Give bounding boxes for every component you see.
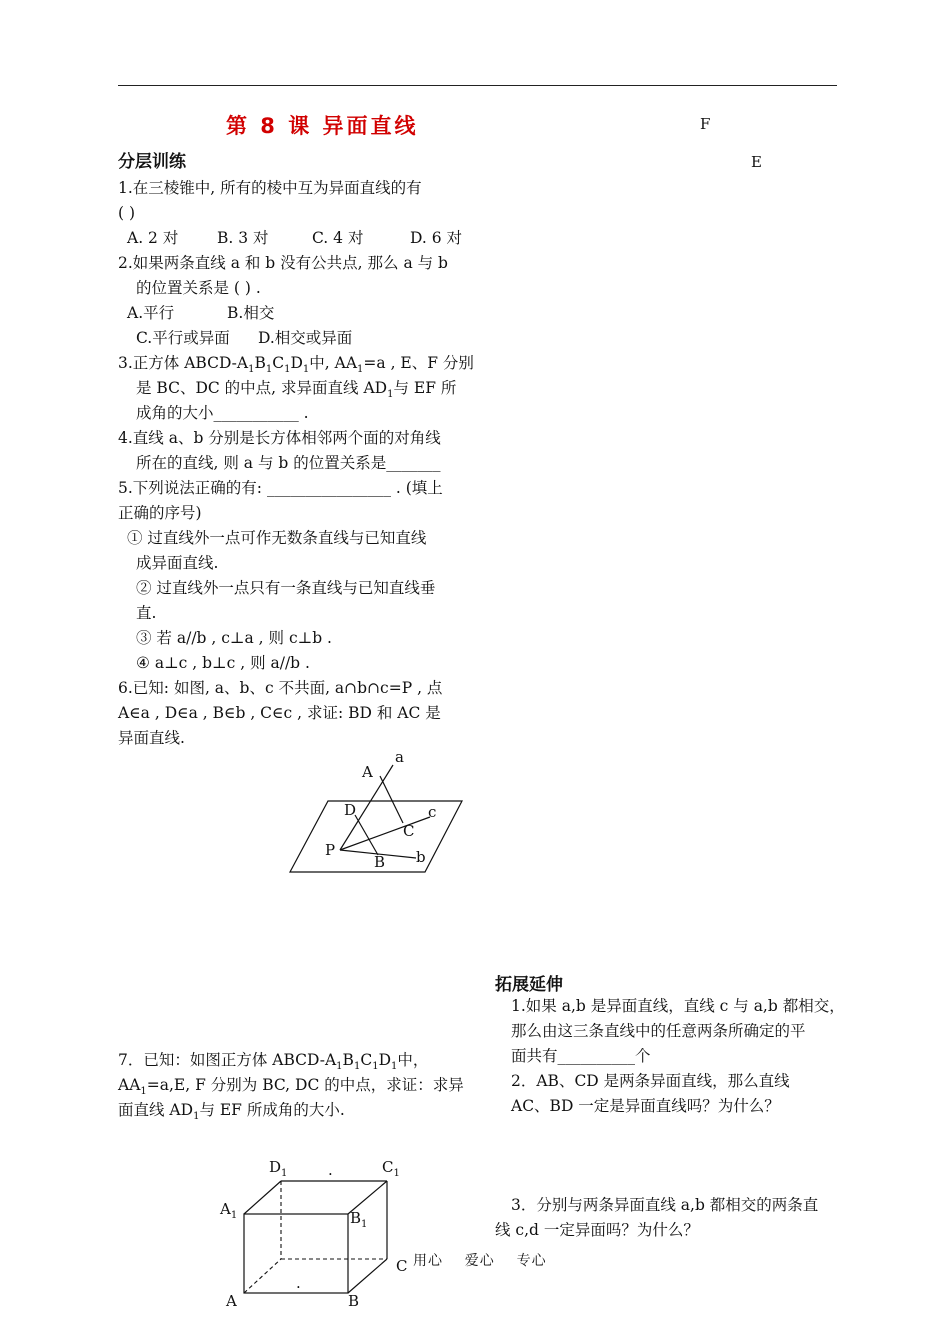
q2-option-c: C.平行或异面 — [136, 329, 230, 347]
q1-text: 1.在三棱锥中, 所有的棱中互为异面直线的有 — [118, 179, 422, 197]
q5-item-1-cont: 成异面直线. — [136, 554, 219, 572]
q1-option-b: B. 3 对 — [217, 229, 269, 247]
q6-text-2: A∈a , D∈a , B∈b , C∈c , 求证: BD 和 AC 是 — [118, 704, 441, 722]
fig6-label-A: A — [362, 763, 373, 781]
fig7-label-A: A — [226, 1292, 237, 1310]
e2-text-2: AC、BD 一定是异面直线吗？为什么？ — [511, 1097, 780, 1115]
e3-text: 3．分别与两条异面直线 a,b 都相交的两条直 — [511, 1196, 819, 1214]
q1-paren: ( ) — [118, 204, 136, 222]
q2-option-a: A.平行 — [127, 304, 175, 322]
q2-option-d: D.相交或异面 — [258, 329, 353, 347]
fig7-label-A1: $A_1$ — [220, 1200, 238, 1221]
q5-item-2: ② 过直线外一点只有一条直线与已知直线垂 — [136, 579, 436, 597]
q1-option-a: A. 2 对 — [127, 229, 179, 247]
q4-text-2: 所在的直线, 则 a 与 b 的位置关系是_______ — [136, 454, 441, 472]
q7-text-2: $AA_1=a,E$, F 分别为 BC, DC 的中点，求证：求异 — [118, 1076, 464, 1098]
fig7-label-C: C — [396, 1257, 408, 1275]
e2-text: 2．AB、CD 是两条异面直线，那么直线 — [511, 1072, 790, 1090]
e1-text: 1.如果 a,b 是异面直线，直线 c 与 a,b 都相交， — [511, 997, 845, 1015]
q5-item-3: ③ 若 a//b , c⊥a , 则 c⊥b . — [136, 629, 332, 647]
fig6-label-B: B — [374, 853, 386, 871]
q3-text-3: 成角的大小___________ . — [136, 404, 309, 422]
q5-item-4: ④ a⊥c , b⊥c , 则 a//b . — [136, 654, 310, 672]
q5-text-2: 正确的序号) — [118, 504, 202, 522]
q2-text: 2.如果两条直线 a 和 b 没有公共点, 那么 a 与 b — [118, 254, 448, 272]
fig6-label-C: C — [403, 822, 415, 840]
q2-option-b: B.相交 — [227, 304, 275, 322]
fig6-label-b: b — [416, 848, 426, 866]
q4-text: 4.直线 a、b 分别是长方体相邻两个面的对角线 — [118, 429, 441, 447]
edge-a1-d1 — [244, 1181, 281, 1214]
lesson-title: 第 8 课 异面直线 — [226, 114, 419, 138]
q7-text-3: 面直线 $AD_1$与 EF 所成角的大小. — [118, 1101, 345, 1123]
q3-text: 3.正方体 ABCD-$A_1B_1C_1D_1$中, $AA_1=a$ , E、F 分别 — [118, 354, 474, 376]
fig6-label-c: c — [428, 803, 437, 821]
hidden-edge-a-d — [244, 1259, 281, 1293]
fig7-label-C1: $C_1$ — [382, 1158, 400, 1179]
corner-label-e: E — [751, 153, 762, 171]
fig7-label-B1: $B_1$ — [350, 1209, 368, 1230]
fig7-label-B: B — [348, 1292, 360, 1310]
q1-option-d: D. 6 对 — [410, 229, 463, 247]
edge-b-c — [348, 1259, 387, 1293]
section-heading-training: 分层训练 — [118, 152, 186, 172]
fig6-label-D: D — [344, 801, 357, 819]
fig7-label-D1: $D_1$ — [269, 1158, 288, 1179]
q5-item-2-cont: 直. — [136, 604, 157, 622]
corner-label-f: F — [700, 115, 711, 133]
q6-text: 6.已知: 如图, a、b、c 不共面, a∩b∩c=P , 点 — [118, 679, 443, 697]
q1-option-c: C. 4 对 — [312, 229, 364, 247]
fig7-dot-top: . — [328, 1161, 333, 1179]
e1-text-2: 那么由这三条直线中的任意两条所确定的平 — [511, 1022, 806, 1040]
e3-text-2: 线 c,d 一定异面吗？为什么？ — [495, 1221, 699, 1239]
fig7-dot-bottom: . — [296, 1274, 301, 1292]
fig6-label-a: a — [395, 748, 404, 766]
q3-text-2: 是 BC、DC 的中点, 求异面直线 $AD_1$与 EF 所 — [136, 379, 457, 401]
q5-text: 5.下列说法正确的有: ________________ . (填上 — [118, 479, 443, 497]
q6-text-3: 异面直线. — [118, 729, 185, 747]
section-heading-extension: 拓展延伸 — [495, 975, 563, 995]
fig6-label-P: P — [325, 841, 336, 859]
q7-text: 7．已知：如图正方体 ABCD-$A_1B_1C_1D_1$中， — [118, 1051, 429, 1073]
footer-motto: 用心 爱心 专心 — [413, 1253, 547, 1269]
q2-text-2: 的位置关系是 ( ) . — [136, 279, 261, 297]
e1-text-3: 面共有__________个 — [511, 1047, 651, 1065]
q5-item-1: ① 过直线外一点可作无数条直线与已知直线 — [127, 529, 427, 547]
